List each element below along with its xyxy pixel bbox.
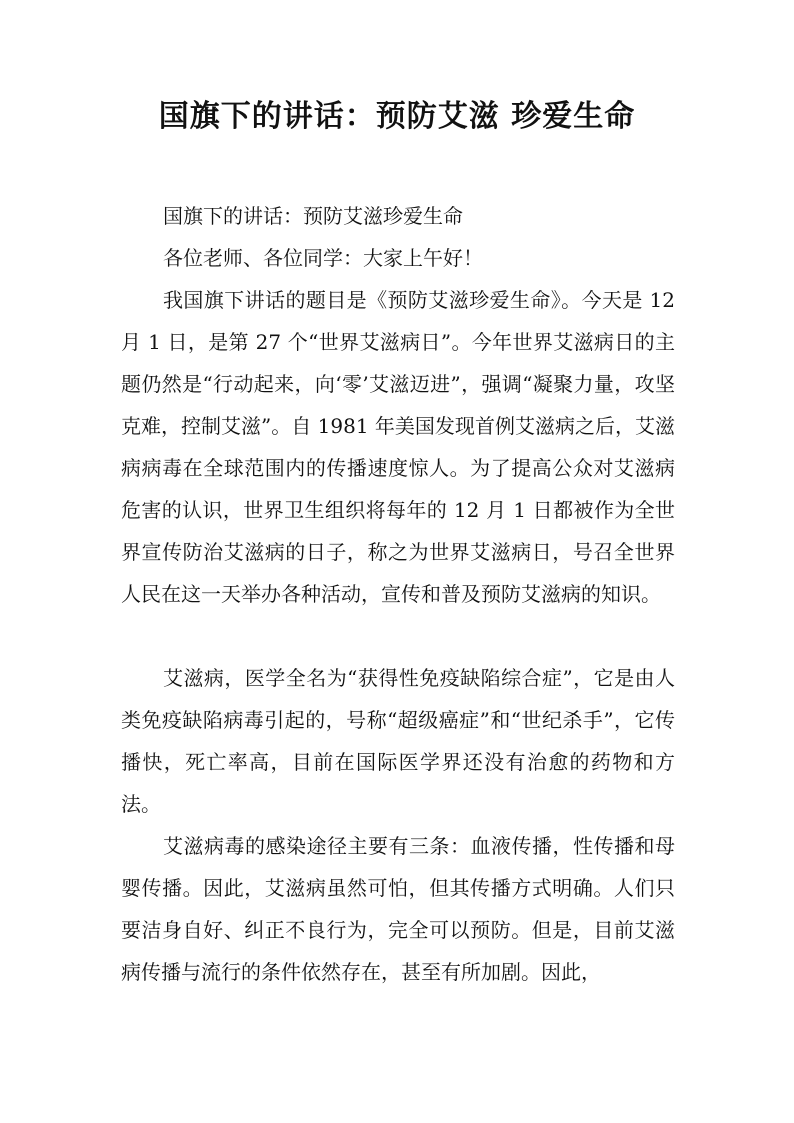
paragraph-aids-definition: 艾滋病，医学全名为“获得性免疫缺陷综合症”，它是由人类免疫缺陷病毒引起的，号称“超级癌症”和“世纪杀手”，它传播快，死亡率高，目前在国际医学界还没有治愈的药物和方法。	[121, 666, 675, 816]
document-title: 国旗下的讲话：预防艾滋 珍爱生命	[158, 99, 636, 134]
paragraph-subtitle: 国旗下的讲话：预防艾滋珍爱生命	[163, 204, 463, 228]
paragraph-transmission: 艾滋病毒的感染途径主要有三条：血液传播，性传播和母婴传播。因此，艾滋病虽然可怕，但其传播方式明确。人们只要洁身自好、纠正不良行为，完全可以预防。但是，目前艾滋病传播与流行的条件依然存在，甚至有所加剧。因此，	[121, 834, 675, 984]
paragraph-greeting: 各位老师、各位同学：大家上午好！	[163, 246, 483, 270]
document-body	[121, 195, 675, 993]
paragraph-introduction: 我国旗下讲话的题目是《预防艾滋珍爱生命》。今天是 12 月 1 日，是第 27 个“世界艾滋病日”。今年世界艾滋病日的主题仍然是“行动起来，向‘零’艾滋迈进”，强调“凝聚力量，攻坚克难，控制艾滋”。自 1981 年美国发现首例艾滋病之后，艾滋病病毒在全球范围内的传播速度惊人。为了提高公众对艾滋病危害的认识，世界卫生组织将每年的 12 月 1 日都被作为全世界宣传防治艾滋病的日子，称之为世界艾滋病日，号召全世界人民在这一天举办各种活动，宣传和普及预防艾滋病的知识。	[121, 288, 675, 606]
paragraph-gap	[121, 615, 675, 657]
